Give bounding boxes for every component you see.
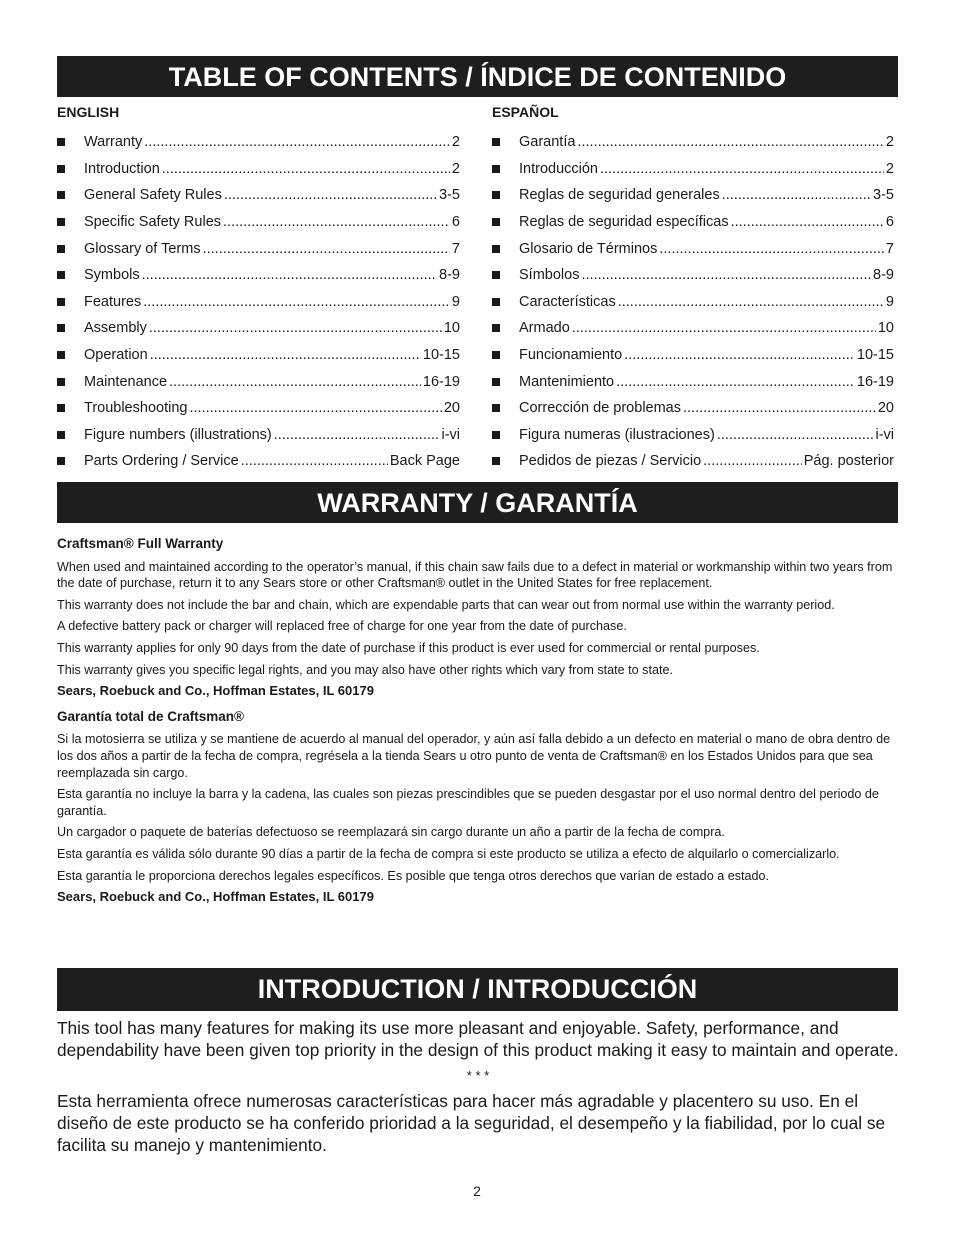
warranty-es-heading: Garantía total de Craftsman® [57, 708, 244, 724]
square-bullet-icon [492, 431, 500, 439]
toc-entry-page: 10-15 [422, 347, 460, 364]
toc-entry[interactable] [492, 182, 894, 209]
toc-entry-page: 9 [451, 293, 460, 310]
toc-entry-label: Figura numeras (ilustraciones) [519, 426, 715, 443]
toc-entry[interactable] [57, 156, 460, 183]
warranty-es-paragraph: Esta garantía es válida sólo durante 90 días a partir de la fecha de compra si este producto se utiliza a efecto de alquilarlo o comercializarlo. [57, 846, 840, 861]
warranty-en-paragraph: This warranty does not include the bar and chain, which are expendable parts that can wear out from normal use within the warranty period. [57, 597, 835, 612]
toc-entry-page: 2 [451, 160, 460, 177]
toc-entry[interactable] [492, 448, 894, 475]
square-bullet-icon [57, 457, 65, 465]
toc-entry-label: Specific Safety Rules [84, 214, 222, 231]
toc-entry-page: 6 [885, 214, 894, 231]
toc-entry-text [84, 453, 460, 469]
warranty-en-heading: Craftsman® Full Warranty [57, 536, 224, 551]
toc-english-list [57, 129, 460, 475]
leader-dots [142, 267, 437, 283]
toc-entry[interactable] [57, 368, 460, 395]
leader-dots [572, 320, 876, 336]
toc-entry-text [84, 294, 460, 310]
toc-entry-text [519, 214, 894, 230]
leader-dots [223, 214, 450, 230]
toc-entry-text [84, 267, 460, 283]
introduction-es-text: Esta herramienta ofrece numerosas características para hacer más agradable y placentero su uso. En el diseño de este producto se ha conferido prioridad a la seguridad, el desempeño y la fiabilidad, por lo cual se facilita su manejo y mantenimiento. [57, 1090, 886, 1156]
toc-entry[interactable] [57, 262, 460, 289]
toc-entry-label: Parts Ordering / Service [84, 453, 239, 470]
square-bullet-icon [492, 191, 500, 199]
leader-dots [722, 187, 871, 203]
toc-entry-label: Warranty [84, 134, 143, 151]
toc-entry-page: i-vi [441, 426, 460, 443]
leader-dots [150, 347, 421, 363]
toc-entry-text [519, 374, 894, 390]
toc-entry-label: Pedidos de piezas / Servicio [519, 453, 702, 470]
warranty-es-paragraph: Si la motosierra se utiliza y se mantiene de acuerdo al manual del operador, y aún así falla debido a un defecto en material o mano de obra dentro de los dos años a partir de la fecha de compra, regrésela a la tienda Sears u otro punto de venta de Craftsman® en los Estados Unidos para que sea reemplazada sin cargo. [57, 732, 891, 780]
toc-entry-label: Características [519, 293, 616, 310]
leader-dots [143, 294, 450, 310]
toc-entry-text [519, 294, 894, 310]
toc-entry-text [84, 374, 460, 390]
toc-entry-page: Back Page [389, 453, 460, 470]
toc-entry-page: 10-15 [856, 347, 894, 364]
toc-entry-label: Assembly [84, 320, 147, 337]
toc-entry-page: 20 [877, 400, 894, 417]
leader-dots [149, 320, 442, 336]
toc-entry-text [84, 427, 460, 443]
toc-entry-page: 16-19 [856, 373, 894, 390]
toc-entry-label: Features [84, 293, 142, 310]
toc-entry-page: 7 [451, 240, 460, 257]
toc-entry-label: Garantía [519, 134, 576, 151]
toc-entry-page: i-vi [875, 426, 894, 443]
toc-entry-label: Reglas de seguridad generales [519, 187, 720, 204]
toc-entry-page: 3-5 [439, 187, 460, 204]
toc-entry-text [84, 214, 460, 230]
introduction-en-text: This tool has many features for making its use more pleasant and enjoyable. Safety, performance, and dependability have been given top priority in the design of this product making it easy to maintain and operate. [57, 1018, 899, 1061]
toc-entry-page: 6 [451, 214, 460, 231]
toc-entry-label: Introduction [84, 160, 160, 177]
warranty-en-company: Sears, Roebuck and Co., Hoffman Estates, IL 60179 [57, 683, 374, 699]
square-bullet-icon [57, 271, 65, 279]
square-bullet-icon [492, 138, 500, 146]
toc-entry-page: 8-9 [439, 267, 460, 284]
toc-entry-page: 9 [885, 293, 894, 310]
leader-dots [616, 374, 855, 390]
toc-entry[interactable] [492, 395, 894, 422]
leader-dots [581, 267, 871, 283]
toc-entry-page: 7 [885, 240, 894, 257]
warranty-es-paragraph: Un cargador o paquete de baterías defectuoso se reemplazará sin cargo durante un año a partir de la fecha de compra. [57, 825, 725, 840]
toc-entry[interactable] [57, 209, 460, 236]
leader-dots [241, 453, 388, 469]
square-bullet-icon [492, 378, 500, 386]
warranty-en-paragraph: A defective battery pack or charger will replaced free of charge for one year from the date of purchase. [57, 619, 627, 634]
square-bullet-icon [57, 378, 65, 386]
toc-entry-label: Maintenance [84, 373, 168, 390]
toc-entry-page: 2 [451, 134, 460, 151]
square-bullet-icon [492, 457, 500, 465]
square-bullet-icon [492, 404, 500, 412]
toc-entry[interactable] [492, 156, 894, 183]
square-bullet-icon [57, 351, 65, 359]
leader-dots [717, 427, 874, 443]
square-bullet-icon [57, 324, 65, 332]
toc-entry-label: Glossary of Terms [84, 240, 201, 257]
toc-entry[interactable] [57, 342, 460, 369]
toc-entry-text [519, 241, 894, 257]
warranty-en-paragraph: When used and maintained according to the operator’s manual, if this chain saw fails due to a defect in material or workmanship within two years from the date of purchase, return it to any Sears store or other Craftsman® outlet in the United States for free replacement. [57, 559, 893, 591]
toc-entry[interactable] [57, 182, 460, 209]
toc-entry-page: 20 [443, 400, 460, 417]
toc-entry[interactable] [492, 422, 894, 449]
toc-entry[interactable] [492, 315, 894, 342]
toc-entry[interactable] [57, 289, 460, 316]
square-bullet-icon [492, 324, 500, 332]
toc-entry-label: Glosario de Términos [519, 240, 658, 257]
leader-dots [224, 187, 437, 203]
toc-entry-page: 16-19 [422, 373, 460, 390]
square-bullet-icon [57, 404, 65, 412]
toc-entry-label: Figure numbers (illustrations) [84, 426, 272, 443]
square-bullet-icon [57, 165, 65, 173]
introduction-title: INTRODUCTION / INTRODUCCIÓN [57, 968, 898, 1011]
toc-entry[interactable] [492, 262, 894, 289]
toc-entry[interactable] [492, 235, 894, 262]
toc-entry-text [519, 400, 894, 416]
toc-entry-page: 3-5 [873, 187, 894, 204]
toc-entry-label: Introducción [519, 160, 598, 177]
page-number: 2 [473, 1183, 481, 1199]
square-bullet-icon [57, 138, 65, 146]
square-bullet-icon [57, 298, 65, 306]
toc-entry[interactable] [492, 209, 894, 236]
square-bullet-icon [492, 245, 500, 253]
square-bullet-icon [57, 245, 65, 253]
warranty-title: WARRANTY / GARANTÍA [57, 482, 898, 523]
toc-entry-label: Troubleshooting [84, 400, 188, 417]
square-bullet-icon [57, 218, 65, 226]
leader-dots [600, 161, 884, 177]
toc-entry-text [84, 161, 460, 177]
toc-entry-label: Symbols [84, 267, 140, 284]
toc-entry-label: Operation [84, 347, 148, 364]
warranty-section [57, 533, 899, 911]
toc-entry-label: Reglas de seguridad específicas [519, 214, 729, 231]
warranty-en-paragraph: This warranty applies for only 90 days from the date of purchase if this product is ever used for commercial or rental purposes. [57, 640, 760, 655]
toc-entry-text [519, 453, 894, 469]
toc-entry[interactable] [57, 448, 460, 475]
toc-entry[interactable] [57, 235, 460, 262]
toc-entry[interactable] [57, 315, 460, 342]
warranty-en-paragraph: This warranty gives you specific legal rights, and you may also have other rights which vary from state to state. [57, 662, 673, 677]
toc-entry[interactable] [492, 342, 894, 369]
toc-entry-page: 10 [443, 320, 460, 337]
toc-title: TABLE OF CONTENTS / ÍNDICE DE CONTENIDO [57, 56, 898, 97]
toc-entry-text [519, 320, 894, 336]
toc-entry[interactable] [492, 368, 894, 395]
leader-dots [731, 214, 884, 230]
leader-dots [703, 453, 802, 469]
leader-dots [162, 161, 450, 177]
square-bullet-icon [57, 431, 65, 439]
introduction-separator: * * * [466, 1067, 490, 1083]
toc-entry-text [519, 267, 894, 283]
leader-dots [624, 347, 855, 363]
toc-entry-text [519, 134, 894, 150]
square-bullet-icon [492, 351, 500, 359]
square-bullet-icon [492, 271, 500, 279]
toc-spanish-list [492, 129, 894, 475]
leader-dots [618, 294, 884, 310]
leader-dots [683, 400, 876, 416]
leader-dots [659, 241, 884, 257]
toc-english-heading: ENGLISH [57, 104, 120, 120]
leader-dots [274, 427, 440, 443]
warranty-es-paragraph: Esta garantía le proporciona derechos legales específicos. Es posible que tenga otros derechos que varían de estado a estado. [57, 868, 770, 883]
leader-dots [203, 241, 450, 257]
toc-entry[interactable] [492, 129, 894, 156]
toc-entry-text [84, 187, 460, 203]
toc-entry-label: Símbolos [519, 267, 580, 284]
square-bullet-icon [492, 165, 500, 173]
toc-entry-label: Armado [519, 320, 570, 337]
square-bullet-icon [57, 191, 65, 199]
toc-entry-text [84, 400, 460, 416]
toc-entry-page: 2 [885, 160, 894, 177]
toc-entry-label: Funcionamiento [519, 347, 623, 364]
toc-english-column [57, 103, 460, 475]
toc-spanish-heading: ESPAÑOL [492, 104, 559, 120]
leader-dots [144, 134, 450, 150]
warranty-es-paragraph: Esta garantía no incluye la barra y la cadena, las cuales son piezas prescindibles que se pueden desgastar por el uso normal dentro del periodo de garantía. [57, 787, 879, 818]
square-bullet-icon [492, 298, 500, 306]
toc-entry-text [84, 320, 460, 336]
toc-entry-label: Corrección de problemas [519, 400, 681, 417]
toc-entry-label: General Safety Rules [84, 187, 222, 204]
square-bullet-icon [492, 218, 500, 226]
toc-entry[interactable] [492, 289, 894, 316]
toc-entry-text [519, 427, 894, 443]
toc-entry-page: 8-9 [873, 267, 894, 284]
warranty-es-company: Sears, Roebuck and Co., Hoffman Estates, IL 60179 [57, 889, 374, 905]
toc-entry[interactable] [57, 395, 460, 422]
toc-entry-page: Pág. posterior [803, 453, 894, 470]
toc-entry-page: 10 [877, 320, 894, 337]
leader-dots [169, 374, 421, 390]
toc-entry-text [84, 134, 460, 150]
toc-entry-text [519, 347, 894, 363]
leader-dots [189, 400, 441, 416]
toc-entry-label: Mantenimiento [519, 373, 615, 390]
toc-entry-page: 2 [885, 134, 894, 151]
toc-entry[interactable] [57, 129, 460, 156]
introduction-section [57, 1017, 899, 1156]
toc-entry-text [84, 347, 460, 363]
toc-entry-text [84, 241, 460, 257]
toc-entry[interactable] [57, 422, 460, 449]
leader-dots [577, 134, 884, 150]
toc-entry-text [519, 161, 894, 177]
toc-spanish-column [492, 103, 894, 475]
toc-entry-text [519, 187, 894, 203]
